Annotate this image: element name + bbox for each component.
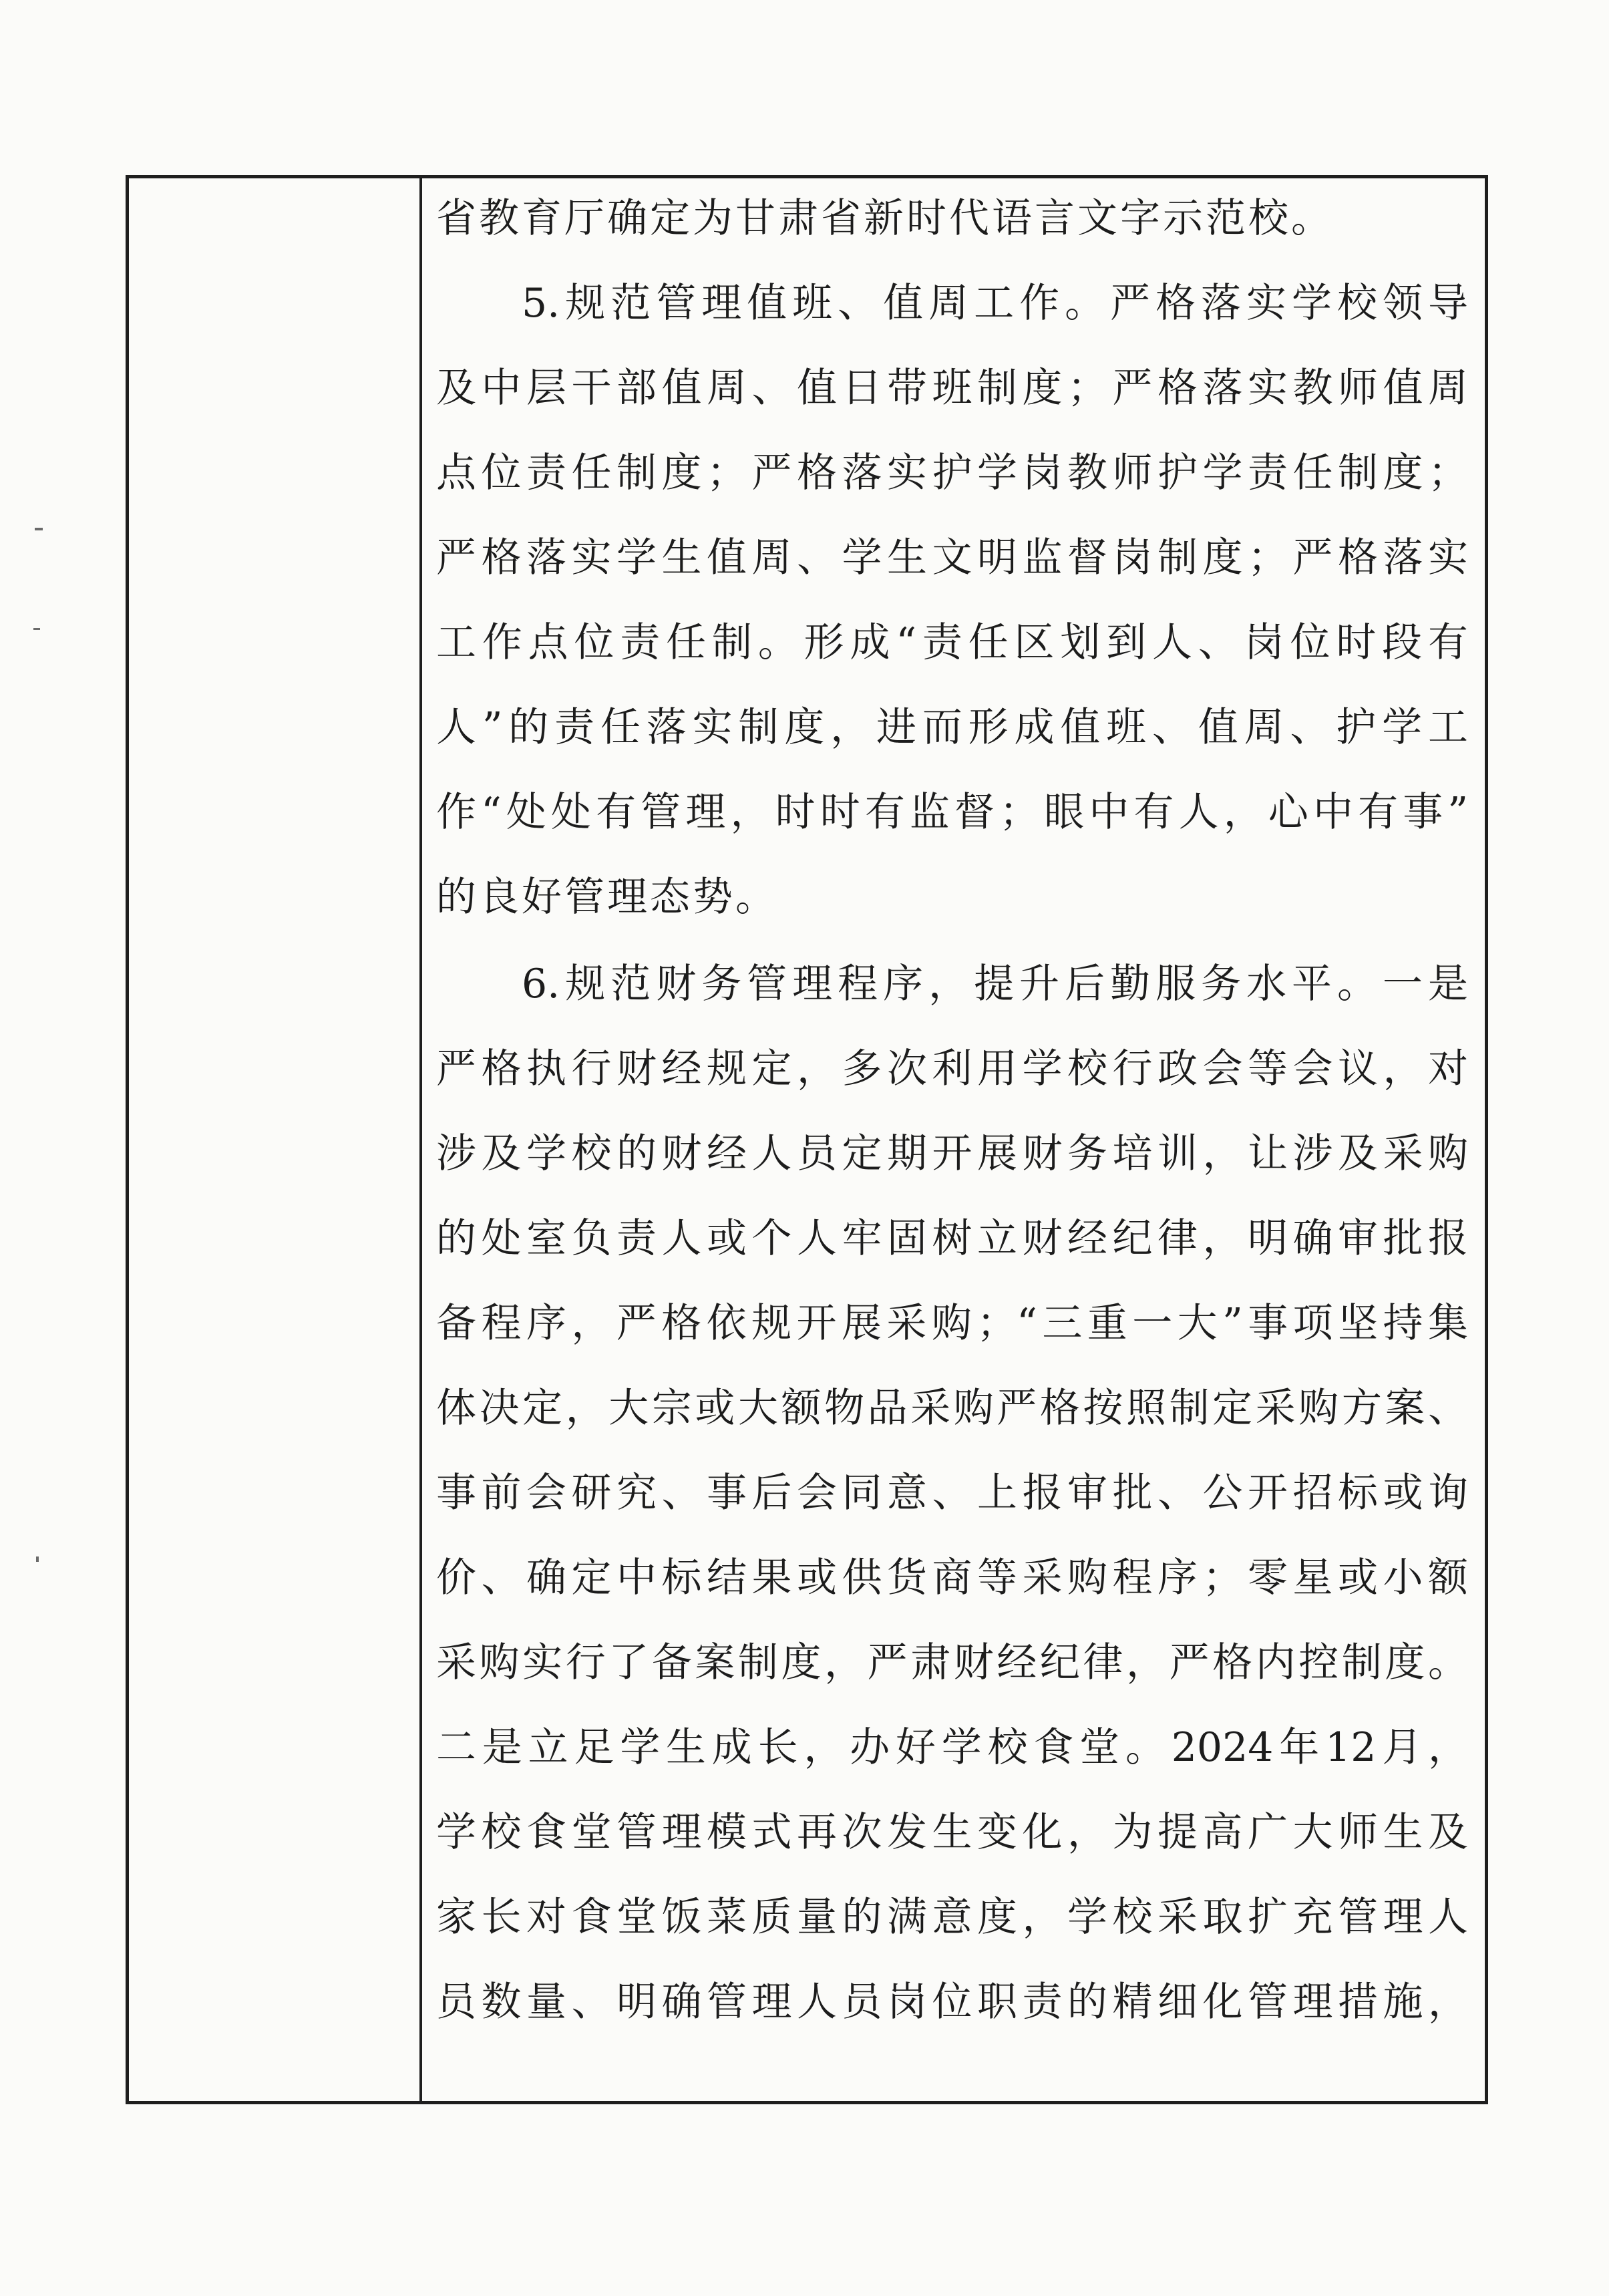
text-line: 员数量、明确管理人员岗位职责的精细化管理措施， (436, 1979, 1468, 2025)
text-line: 的良好管理态势。 (436, 874, 778, 921)
text-line: 价、确定中标结果或供货商等采购程序；零星或小额 (436, 1554, 1468, 1601)
table-left-cell (129, 178, 419, 2101)
paragraph-heading-6: 6.规范财务管理程序，提升后勤服务水平。一是 (522, 961, 1468, 1007)
text-line: 备程序，严格依规开展采购；“三重一大”事项坚持集 (436, 1300, 1468, 1347)
text-line: 涉及学校的财经人员定期开展财务培训，让涉及采购 (436, 1130, 1468, 1177)
scan-speck (33, 628, 40, 630)
text-line: 学校食堂管理模式再次发生变化，为提高广大师生及 (436, 1809, 1468, 1856)
text-line: 工作点位责任制。形成“责任区划到人、岗位时段有 (436, 619, 1468, 666)
text-line: 体决定，大宗或大额物品采购严格按照制定采购方案、 (436, 1385, 1468, 1432)
paragraph-heading-5: 5.规范管理值班、值周工作。严格落实学校领导 (522, 280, 1468, 327)
text-line: 点位责任制度；严格落实护学岗教师护学责任制度； (436, 450, 1468, 496)
text-line: 采购实行了备案制度，严肃财经纪律，严格内控制度。 (436, 1639, 1468, 1686)
text-line: 作“处处有管理，时时有监督；眼中有人，心中有事” (436, 789, 1468, 836)
text-line: 严格执行财经规定，多次利用学校行政会等会议，对 (436, 1045, 1468, 1092)
document-table (126, 175, 1488, 2104)
table-content-cell (436, 178, 1478, 2101)
scan-speck (36, 1556, 39, 1562)
text-line: 严格落实学生值周、学生文明监督岗制度；严格落实 (436, 534, 1468, 581)
text-line: 二是立足学生成长，办好学校食堂。2024年12月， (436, 1724, 1468, 1771)
text-line: 省教育厅确定为甘肃省新时代语言文字示范校。 (436, 195, 1334, 242)
text-line: 家长对食堂饭菜质量的满意度，学校采取扩充管理人 (436, 1894, 1468, 1941)
text-line: 及中层干部值周、值日带班制度；严格落实教师值周 (436, 365, 1468, 412)
text-line: 事前会研究、事后会同意、上报审批、公开招标或询 (436, 1470, 1468, 1516)
text-line: 人”的责任落实制度，进而形成值班、值周、护学工 (436, 704, 1468, 751)
scan-speck (35, 528, 43, 530)
text-line: 的处室负责人或个人牢固树立财经纪律，明确审批报 (436, 1215, 1468, 1262)
column-divider (419, 178, 422, 2101)
